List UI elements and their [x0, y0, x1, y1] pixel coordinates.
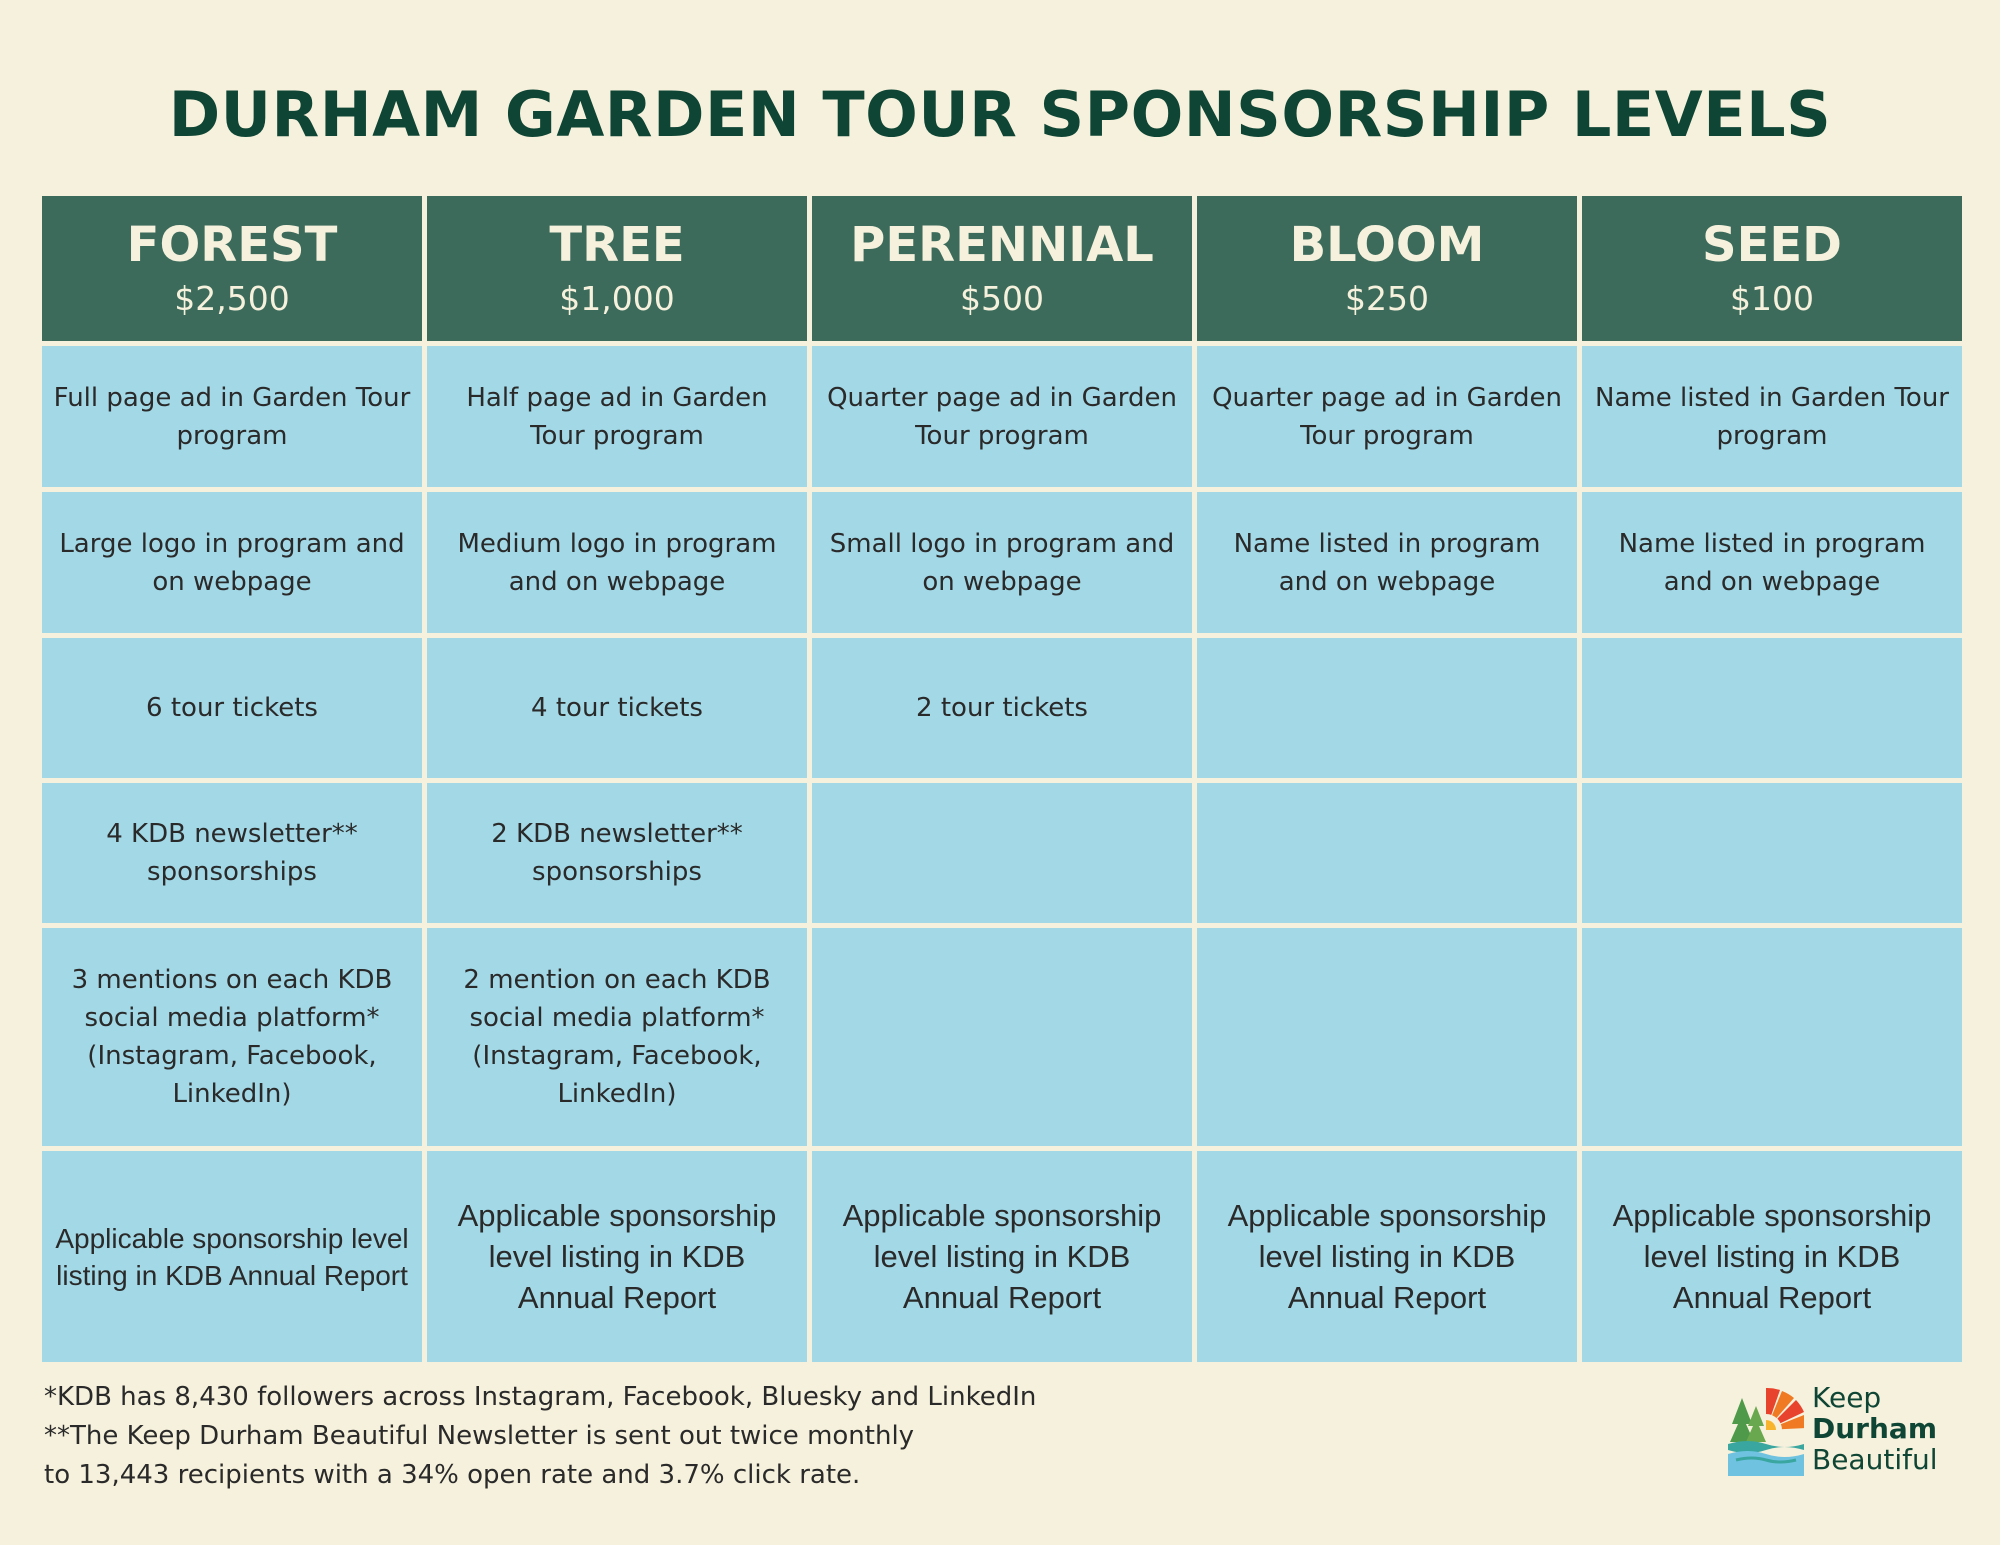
benefit-cell: Name listed in program and on webpage — [1582, 492, 1962, 633]
level-price: $250 — [1345, 279, 1429, 319]
level-price: $100 — [1730, 279, 1814, 319]
level-header-forest — [42, 196, 422, 341]
level-header-perennial — [812, 196, 1192, 341]
benefit-cell: Quarter page ad in Garden Tour program — [1197, 346, 1577, 487]
benefit-cell — [812, 783, 1192, 923]
logo-beautiful: Beautiful — [1812, 1442, 1938, 1476]
level-name: SEED — [1702, 216, 1842, 273]
page-title: DURHAM GARDEN TOUR SPONSORSHIP LEVELS — [168, 78, 1832, 151]
footnote-newsletter: **The Keep Durham Beautiful Newsletter is sent out twice monthly — [44, 1421, 915, 1451]
logo-keep: Keep — [1812, 1380, 1882, 1414]
benefit-cell: 2 mention on each KDB social media platform* (Instagram, Facebook, LinkedIn) — [427, 928, 807, 1146]
benefit-cell: Name listed in program and on webpage — [1197, 492, 1577, 633]
kdb-logo — [1728, 1378, 1964, 1478]
benefit-cell — [1197, 638, 1577, 778]
benefit-cell: 4 tour tickets — [427, 638, 807, 778]
level-name: PERENNIAL — [850, 216, 1154, 273]
level-price: $1,000 — [559, 279, 675, 319]
benefit-cell — [1582, 783, 1962, 923]
level-price: $2,500 — [174, 279, 290, 319]
level-header-tree — [427, 196, 807, 341]
logo-durham: Durham — [1812, 1411, 1937, 1445]
benefit-cell: Applicable sponsorship level listing in KDB Annual Report — [427, 1151, 807, 1362]
benefit-cell — [812, 928, 1192, 1146]
benefit-cell: 6 tour tickets — [42, 638, 422, 778]
benefit-cell: 2 KDB newsletter** sponsorships — [427, 783, 807, 923]
benefit-cell: Full page ad in Garden Tour program — [42, 346, 422, 487]
benefit-cell: Applicable sponsorship level listing in KDB Annual Report — [1582, 1151, 1962, 1362]
benefit-cell: Applicable sponsorship level listing in KDB Annual Report — [42, 1151, 422, 1362]
footnote-social: *KDB has 8,430 followers across Instagram, Facebook, Bluesky and LinkedIn — [44, 1382, 1037, 1412]
level-name: FOREST — [126, 216, 338, 273]
benefit-cell: Small logo in program and on webpage — [812, 492, 1192, 633]
benefit-cell — [1197, 783, 1577, 923]
benefit-cell: Applicable sponsorship level listing in KDB Annual Report — [1197, 1151, 1577, 1362]
sun-tree-water-icon — [1728, 1380, 1804, 1476]
benefit-cell: 3 mentions on each KDB social media platform* (Instagram, Facebook, LinkedIn) — [42, 928, 422, 1146]
benefit-cell: Applicable sponsorship level listing in KDB Annual Report — [812, 1151, 1192, 1362]
benefit-cell: Medium logo in program and on webpage — [427, 492, 807, 633]
benefit-cell: Quarter page ad in Garden Tour program — [812, 346, 1192, 487]
level-name: BLOOM — [1289, 216, 1485, 273]
benefit-cell: Large logo in program and on webpage — [42, 492, 422, 633]
benefit-cell: 2 tour tickets — [812, 638, 1192, 778]
sponsorship-table — [42, 196, 1962, 1352]
benefit-cell — [1582, 928, 1962, 1146]
level-name: TREE — [549, 216, 685, 273]
benefit-cell — [1582, 638, 1962, 778]
footnotes — [44, 1378, 1036, 1495]
benefit-cell: Half page ad in Garden Tour program — [427, 346, 807, 487]
level-price: $500 — [960, 279, 1044, 319]
level-header-seed — [1582, 196, 1962, 341]
footnote-newsletter-stats: to 13,443 recipients with a 34% open rate and 3.7% click rate. — [44, 1460, 861, 1490]
benefit-cell: 4 KDB newsletter** sponsorships — [42, 783, 422, 923]
level-header-bloom — [1197, 196, 1577, 341]
benefit-cell — [1197, 928, 1577, 1146]
benefit-cell: Name listed in Garden Tour program — [1582, 346, 1962, 487]
